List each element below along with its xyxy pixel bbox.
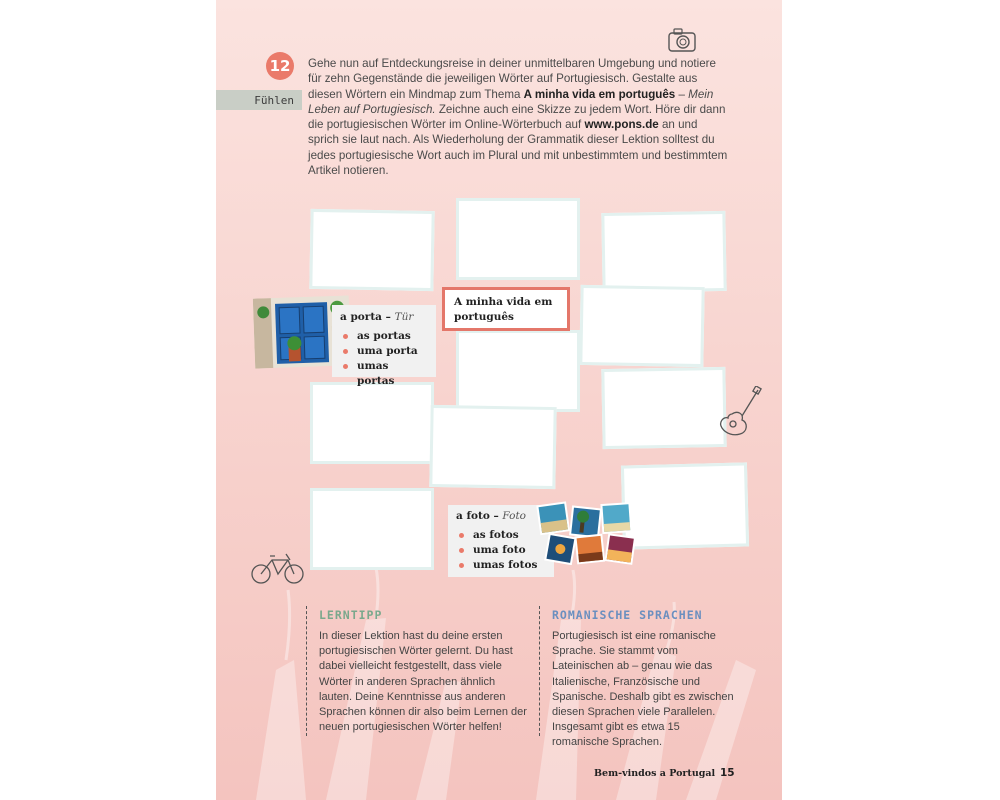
- list-item: as fotos: [456, 528, 546, 543]
- mindmap-center: A minha vida em português: [442, 287, 570, 331]
- lerntipp-divider: [306, 606, 308, 736]
- list-item: as portas: [340, 329, 428, 344]
- romanische-text: Portugiesisch ist eine romanische Sprache. Sie stammt vom Lateinischen ab – genau wie das Italienische, Französische und Spanische. Deshalb gibt es zwischen diesen Sprachen viele Parallelen. Insgesamt gibt es etwa 15 romanische Sprachen.: [552, 630, 734, 749]
- empty-word-box[interactable]: [309, 209, 434, 291]
- empty-word-box[interactable]: [601, 211, 726, 293]
- list-item: uma porta: [340, 344, 428, 359]
- empty-word-box[interactable]: [310, 382, 434, 464]
- instruction-segment: an und sprich sie laut nach. Als Wiederholung der Grammatik dieser Lektion solltest du jedes portugiesische Wort auch im Plural und mit unbestimmtem und bestimmtem Artikel notieren.: [308, 118, 728, 178]
- photos-collage: [536, 497, 636, 565]
- romanische-title: ROMANISCHE SPRACHEN: [552, 608, 703, 622]
- instruction-segment: Gehe nun auf Entdeckungsreise in deiner unmittelbaren Umgebung und notiere für zehn Gegenstände die jeweiligen Wörter auf Portugiesisch. Gestalte aus diesen Wörtern ein Mindmap zum Thema: [308, 57, 716, 101]
- instruction-segment: Mein Leben auf Portugiesisch.: [308, 87, 714, 116]
- instruction-segment: www.pons.de: [584, 118, 659, 132]
- list-item: uma foto: [456, 543, 546, 558]
- empty-word-box[interactable]: [456, 330, 580, 412]
- empty-word-box[interactable]: [601, 367, 726, 449]
- camera-icon: [666, 24, 698, 56]
- word-forms-list: [456, 528, 546, 573]
- exercise-number: 12: [266, 52, 294, 80]
- instruction-segment: A minha vida em português: [523, 87, 676, 101]
- guitar-icon: [718, 386, 762, 442]
- empty-word-box[interactable]: [621, 462, 749, 549]
- list-item: umas fotos: [456, 558, 546, 573]
- book-page: [216, 0, 782, 800]
- lerntipp-title: LERNTIPP: [319, 608, 383, 622]
- page-number: 15: [720, 767, 735, 779]
- word-headline: a foto – Foto: [456, 510, 526, 522]
- bicycle-icon: [250, 550, 306, 586]
- footer-chapter-title: Bem-vindos a Portugal: [594, 768, 716, 779]
- skill-tag: Fühlen: [216, 90, 302, 110]
- romanische-divider: [539, 606, 541, 736]
- empty-word-box[interactable]: [579, 285, 704, 367]
- empty-word-box[interactable]: [310, 488, 434, 570]
- empty-word-box[interactable]: [456, 198, 580, 280]
- exercise-instruction: [308, 56, 728, 178]
- empty-word-box[interactable]: [429, 405, 556, 489]
- list-item: umas portas: [340, 359, 428, 389]
- word-headline: a porta – Tür: [340, 311, 414, 323]
- instruction-segment: Zeichne auch eine Skizze zu jedem Wort. Höre dir dann die portugiesischen Wörter im Online-Wörterbuch auf: [308, 102, 726, 132]
- word-forms-list: [340, 329, 428, 389]
- instruction-segment: –: [675, 87, 689, 101]
- word-card-porta: [332, 305, 436, 387]
- lerntipp-text: In dieser Lektion hast du deine ersten portugiesischen Wörter gelernt. Du hast dabei vielleicht festgestellt, dass viele Wörter in anderen Sprachen ähnlich lauten. Deine Kenntnisse aus anderen Sprachen können dir also beim Lernen der neuen portugiesischen Wörter helfen!: [319, 630, 527, 734]
